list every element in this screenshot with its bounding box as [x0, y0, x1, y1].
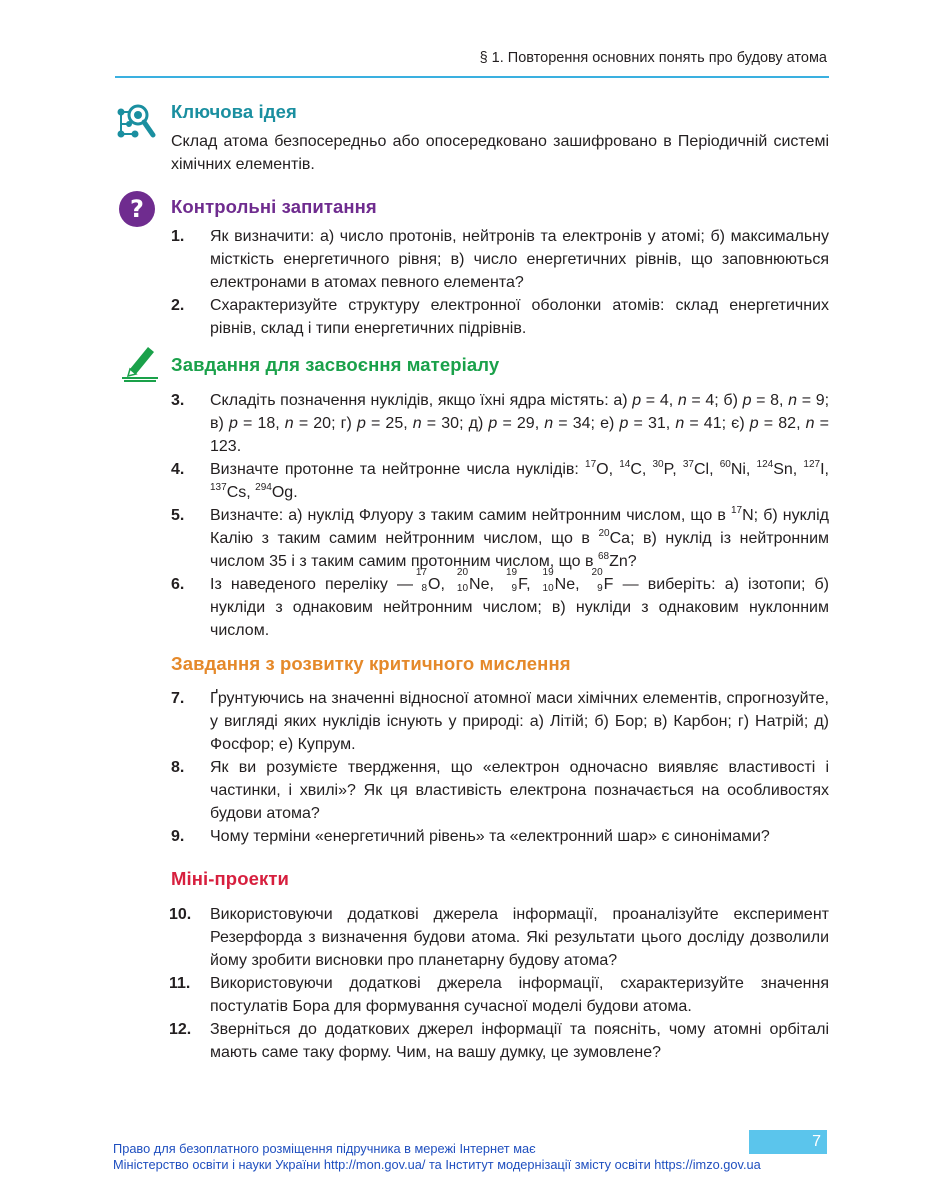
- mass-number: 14: [619, 459, 631, 470]
- element-symbol: O: [428, 576, 441, 593]
- mass-number: 17: [585, 459, 597, 470]
- question-number: 3.: [171, 392, 185, 409]
- nuclide-numbers: [503, 567, 518, 594]
- neutron-count: 34: [572, 415, 591, 432]
- nuclide-numbers: [454, 567, 469, 594]
- var-p: p: [488, 415, 498, 432]
- nuclide-numbers: [540, 567, 554, 594]
- question-text: Зверніться до додаткових джерел інформації та поясніть, чому атомні орбіталі мають саме таку форму. Чим, на вашу думку, це зумовлене?: [210, 1021, 829, 1061]
- element-symbol: I: [820, 461, 825, 478]
- question-number: 12.: [169, 1021, 192, 1038]
- question-text: Як визначити: а) число протонів, нейтронів та електронів у атомі; б) максимальну місткість енергетичного рівня; в) число енергетичних рівнів, що заповнюються електронами в атомах певного елемента?: [210, 228, 829, 291]
- question-text: Із наведеного переліку —: [210, 576, 413, 593]
- nuclide: [683, 461, 709, 478]
- question-text: ; б) нуклід Калію з таким самим нейтронним числом, що в: [210, 507, 830, 547]
- element-symbol: Ni: [730, 461, 746, 478]
- var-p: p: [356, 415, 366, 432]
- nuclide: $^{20}$Ca: [598, 528, 631, 547]
- critical-thinking-title: Завдання з розвитку критичного мислення: [171, 653, 571, 674]
- var-p: p: [749, 415, 759, 432]
- mass-number: 30: [652, 459, 664, 470]
- mass-number: 17: [415, 567, 427, 578]
- question-text: Як ви розумієте твердження, що «електрон одночасно виявляє властивості і частинки, і хвилі»? Як ця властивість електрона позначається на особливостях будови атома?: [210, 759, 829, 822]
- mass-number: 20: [591, 567, 603, 578]
- element-symbol: O: [596, 461, 609, 478]
- element-symbol: P: [663, 461, 673, 478]
- nuclide: $^{17}$N: [730, 505, 754, 524]
- question-number: 6.: [171, 576, 185, 593]
- question-text: Використовуючи додаткові джерела інформації, схарактеризуйте значення постулатів Бора для формування сучасної моделі будови атома.: [210, 975, 829, 1015]
- atomic-number: 8: [421, 583, 427, 594]
- element-symbol: Og: [271, 484, 294, 501]
- question-number: 1.: [171, 228, 185, 245]
- mastery-tasks-title: Завдання для засвоєння матеріалу: [171, 354, 500, 375]
- list-item: [171, 1018, 829, 1064]
- pencil-notebook-icon: [120, 343, 160, 383]
- question-text: Ґрунтуючись на значенні відносної атомної маси хімічних елементів, спрогнозуйте, у вигляді яких нуклідів існують у природі: а) Літій; б) Бор; в) Карбон; г) Натрій; д) Фосфор; е) Купрум.: [210, 690, 829, 753]
- question-number: 7.: [171, 690, 185, 707]
- element-symbol: Cs: [226, 484, 247, 501]
- mass-number: 127: [803, 459, 821, 470]
- nuclide-list: 17 8 O, 20 10 Ne, 19 9 F, 19 10 Ne, 20 9 F: [413, 576, 613, 593]
- neutron-count: 41: [703, 415, 722, 432]
- atomic-number: 10: [542, 583, 554, 594]
- proton-count: 29: [516, 415, 535, 432]
- list-item: [171, 225, 829, 294]
- element-symbol: C: [630, 461, 642, 478]
- footer-line-1: Право для безоплатного розміщення підручника в мережі Інтернет має: [113, 1141, 536, 1156]
- nuclide: [210, 484, 246, 501]
- key-idea-text: Склад атома безпосередньо або опосередковано зашифровано в Періодичній системі хімічних елементів.: [171, 133, 829, 173]
- question-text: Чому терміни «енергетичний рівень» та «електронний шар» є синонімами?: [210, 828, 770, 845]
- control-questions-title: Контрольні запитання: [171, 196, 377, 217]
- nuclide: [255, 484, 293, 501]
- list-item: [171, 972, 829, 1018]
- mass-number: 124: [756, 459, 774, 470]
- mini-projects-title: Міні-проекти: [171, 868, 289, 889]
- question-number: 10.: [169, 906, 192, 923]
- nuclide: [653, 461, 673, 478]
- atomic-number: 9: [597, 583, 603, 594]
- control-questions-list: [171, 225, 829, 340]
- question-number: 9.: [171, 828, 185, 845]
- running-header: § 1. Повторення основних понять про будову атома: [479, 50, 827, 66]
- neutron-count: 123: [210, 438, 237, 455]
- header-rule: [115, 76, 829, 78]
- var-p: p: [619, 415, 629, 432]
- nuclide: $^{68}$Zn: [597, 551, 628, 570]
- proton-count: 82: [778, 415, 797, 432]
- question-text: Визначте протонне та нейтронне числа нуклідів:: [210, 461, 579, 478]
- key-idea-title: Ключова ідея: [171, 101, 297, 122]
- neutron-count: 30: [441, 415, 460, 432]
- list-item: [171, 903, 829, 972]
- nuclide: [720, 461, 746, 478]
- var-p: p: [742, 392, 752, 409]
- nuclide-numbers: [589, 567, 603, 594]
- element-symbol: Ne: [554, 576, 576, 593]
- mini-projects-list: [171, 903, 829, 1064]
- mini-projects-section: [115, 868, 829, 1098]
- mass-number: 19: [505, 567, 518, 578]
- question-number: 2.: [171, 297, 185, 314]
- var-n: n: [805, 415, 815, 432]
- question-mark-icon: [118, 190, 156, 228]
- nuclide: [540, 567, 576, 594]
- question-number: 11.: [169, 975, 191, 992]
- nuclide-numbers: [413, 567, 427, 594]
- control-questions-section: [115, 192, 829, 342]
- var-n: n: [677, 392, 687, 409]
- list-item: [171, 504, 829, 573]
- list-item: [171, 567, 830, 642]
- atomic-number: 10: [456, 583, 469, 594]
- question-number: 8.: [171, 759, 185, 776]
- svg-text:?: ?: [130, 195, 144, 223]
- var-n: n: [284, 415, 294, 432]
- nuclide-list: $^{17}$O, $^{14}$C, $^{30}$P, $^{37}$Cl, $^{60}$Ni, $^{124}$Sn, $^{127}$I, $^{137}$Cs, $^{294}$Og.: [210, 459, 829, 501]
- element-symbol: Cl: [693, 461, 710, 478]
- proton-count: 8: [770, 392, 780, 409]
- footer-line-2: Міністерство освіти і науки України http://mon.gov.ua/ та Інститут модернізації змісту освіти https://imzo.gov.ua: [113, 1157, 761, 1172]
- proton-count: 4: [659, 392, 669, 409]
- var-n: n: [788, 392, 798, 409]
- atomic-number: 9: [511, 583, 518, 594]
- critical-thinking-list: [171, 687, 829, 848]
- list-item: [171, 825, 829, 848]
- list-item: [171, 756, 829, 825]
- question-text: Схарактеризуйте структуру електронної оболонки атомів: склад енергетичних рівнів, склад і типи енергетичних підрівнів.: [210, 297, 829, 337]
- nuclide: [803, 461, 824, 478]
- mass-number: 20: [456, 567, 469, 578]
- list-item: [171, 294, 829, 340]
- question-text: Використовуючи додаткові джерела інформації, проаналізуйте експеримент Резерфорда з визначення будови атома. Які результати цього досліду дозволили йому зробити висновки про планетарну будову атома?: [210, 906, 829, 969]
- network-magnifier-icon: [115, 102, 159, 146]
- critical-thinking-section: [115, 653, 829, 853]
- question-text: — виберіть: а) ізотопи; б) нукліди з однаковим нейтронним числом; в) нукліди з однаковим нуклонним числом.: [210, 576, 830, 639]
- key-idea-section: [115, 101, 829, 181]
- nuclide: [589, 567, 614, 594]
- mass-number: 60: [719, 459, 731, 470]
- mastery-tasks-section: [115, 347, 829, 647]
- question-text: Складіть позначення нуклідів, якщо їхні ядра містять:: [210, 392, 609, 409]
- nuclide: [413, 567, 441, 594]
- var-p: p: [228, 415, 238, 432]
- question-text: ; в) нуклід із нейтронним числом 35 і з таким самим протонним числом, що в: [210, 530, 830, 570]
- element-symbol: Sn: [773, 461, 793, 478]
- list-item: [171, 458, 829, 504]
- proton-count: 25: [385, 415, 404, 432]
- proton-count: 31: [647, 415, 666, 432]
- neutron-count: 4: [705, 392, 715, 409]
- mass-number: 294: [255, 482, 272, 493]
- element-symbol: Ne: [469, 576, 490, 593]
- list-item: [171, 687, 829, 756]
- var-p: p: [632, 392, 642, 409]
- var-n: n: [544, 415, 554, 432]
- mastery-tasks-list: [171, 389, 829, 642]
- question-number: 4.: [171, 461, 185, 478]
- nuclide: [454, 567, 490, 594]
- element-symbol: F: [518, 576, 527, 593]
- nuclide: [619, 461, 642, 478]
- nuclide: [757, 461, 793, 478]
- proton-count: 18: [257, 415, 276, 432]
- var-n: n: [675, 415, 685, 432]
- page-number: 7: [812, 1133, 821, 1150]
- nuclide: [585, 461, 609, 478]
- var-n: n: [412, 415, 422, 432]
- neutron-count: 9: [815, 392, 825, 409]
- mass-number: 19: [542, 567, 554, 578]
- neutron-count: 20: [313, 415, 332, 432]
- question-number: 5.: [171, 507, 185, 524]
- mass-number: 37: [682, 459, 694, 470]
- element-symbol: F: [603, 576, 614, 593]
- mass-number: 137: [210, 482, 227, 493]
- nuclide: [503, 567, 527, 594]
- list-item: [171, 389, 829, 458]
- question-text: Визначте: а) нуклід Флуору з таким самим нейтронним числом, що в: [210, 507, 726, 524]
- question-text: ?: [627, 553, 637, 570]
- footer-license: [113, 1141, 761, 1173]
- nucleus-cases: а) p = 4, n = 4; б) p = 8, n = 9; в) p = 18, n = 20; г) p = 25, n = 30; д) p = 29, n = 34; е) p = 31, n = 41; є) p = 82, n = 123.: [210, 392, 830, 455]
